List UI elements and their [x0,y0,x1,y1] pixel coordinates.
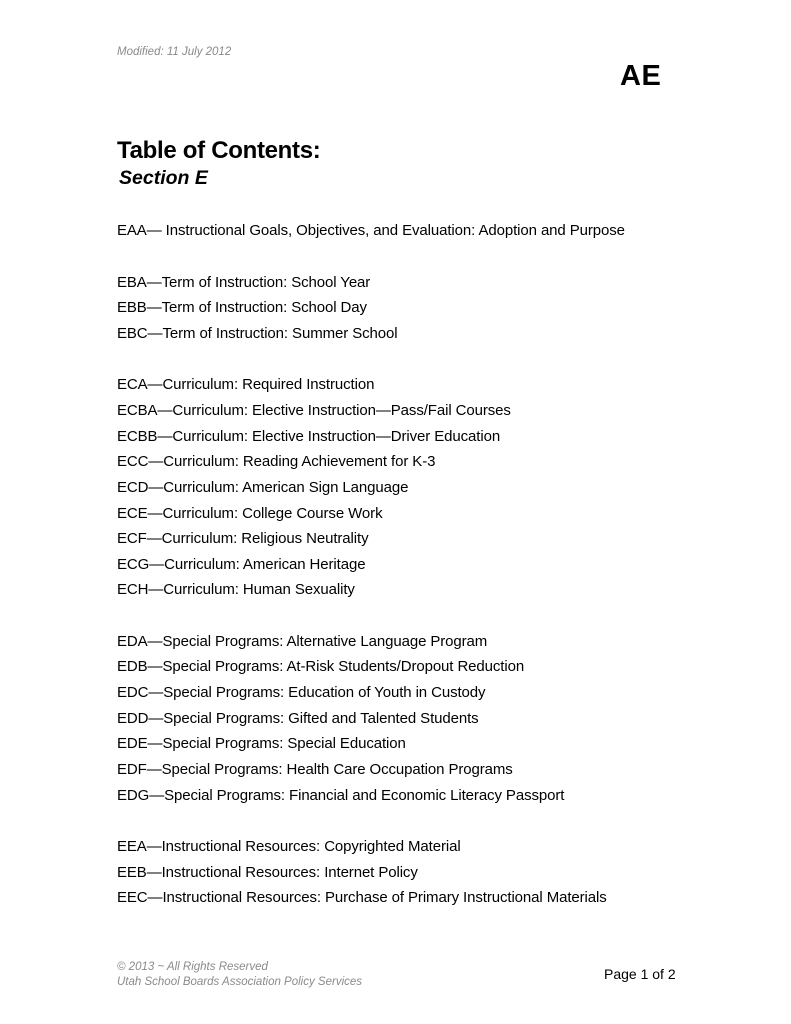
toc-entry-ecba: ECBA—Curriculum: Elective Instruction—Pass/Fail Courses [117,402,511,419]
policy-code: AE [620,60,662,92]
toc-entry-ede: EDE—Special Programs: Special Education [117,735,406,752]
toc-entry-ecf: ECF—Curriculum: Religious Neutrality [117,530,369,547]
toc-entry-ecg: ECG—Curriculum: American Heritage [117,556,366,573]
toc-entry-edc: EDC—Special Programs: Education of Youth in Custody [117,684,486,701]
toc-entry-ecbb: ECBB—Curriculum: Elective Instruction—Driver Education [117,428,501,445]
toc-entry-eca: ECA—Curriculum: Required Instruction [117,376,375,393]
toc-entry-ecc: ECC—Curriculum: Reading Achievement for K-3 [117,453,436,470]
toc-entry-edd: EDD—Special Programs: Gifted and Talented Students [117,710,479,727]
toc-entry-edg: EDG—Special Programs: Financial and Economic Literacy Passport [117,787,565,804]
toc-entry-ech: ECH—Curriculum: Human Sexuality [117,581,355,598]
toc-entry-edf: EDF—Special Programs: Health Care Occupation Programs [117,761,513,778]
toc-entry-eec: EEC—Instructional Resources: Purchase of Primary Instructional Materials [117,889,607,906]
page-number: Page 1 of 2 [604,966,676,982]
toc-entry-edb: EDB—Special Programs: At-Risk Students/Dropout Reduction [117,658,525,675]
toc-entry-ebc: EBC—Term of Instruction: Summer School [117,325,398,342]
section-subtitle: Section E [119,167,208,189]
footer-credits [117,960,362,990]
modified-date: Modified: 11 July 2012 [117,46,232,58]
toc-entry-ece: ECE—Curriculum: College Course Work [117,505,383,522]
copyright-text: © 2013 ~ All Rights Reserved [117,961,268,973]
toc-entry-eeb: EEB—Instructional Resources: Internet Policy [117,864,418,881]
toc-entry-eda: EDA—Special Programs: Alternative Language Program [117,633,488,650]
publisher-text: Utah School Boards Association Policy Services [117,976,363,988]
toc-entry-eaa: EAA— Instructional Goals, Objectives, and Evaluation: Adoption and Purpose [117,222,625,239]
toc-entry-ebb: EBB—Term of Instruction: School Day [117,299,367,316]
toc-entry-eea: EEA—Instructional Resources: Copyrighted Material [117,838,461,855]
page-title: Table of Contents: [117,137,321,164]
toc-entry-ecd: ECD—Curriculum: American Sign Language [117,479,409,496]
toc-entry-eba: EBA—Term of Instruction: School Year [117,274,371,291]
